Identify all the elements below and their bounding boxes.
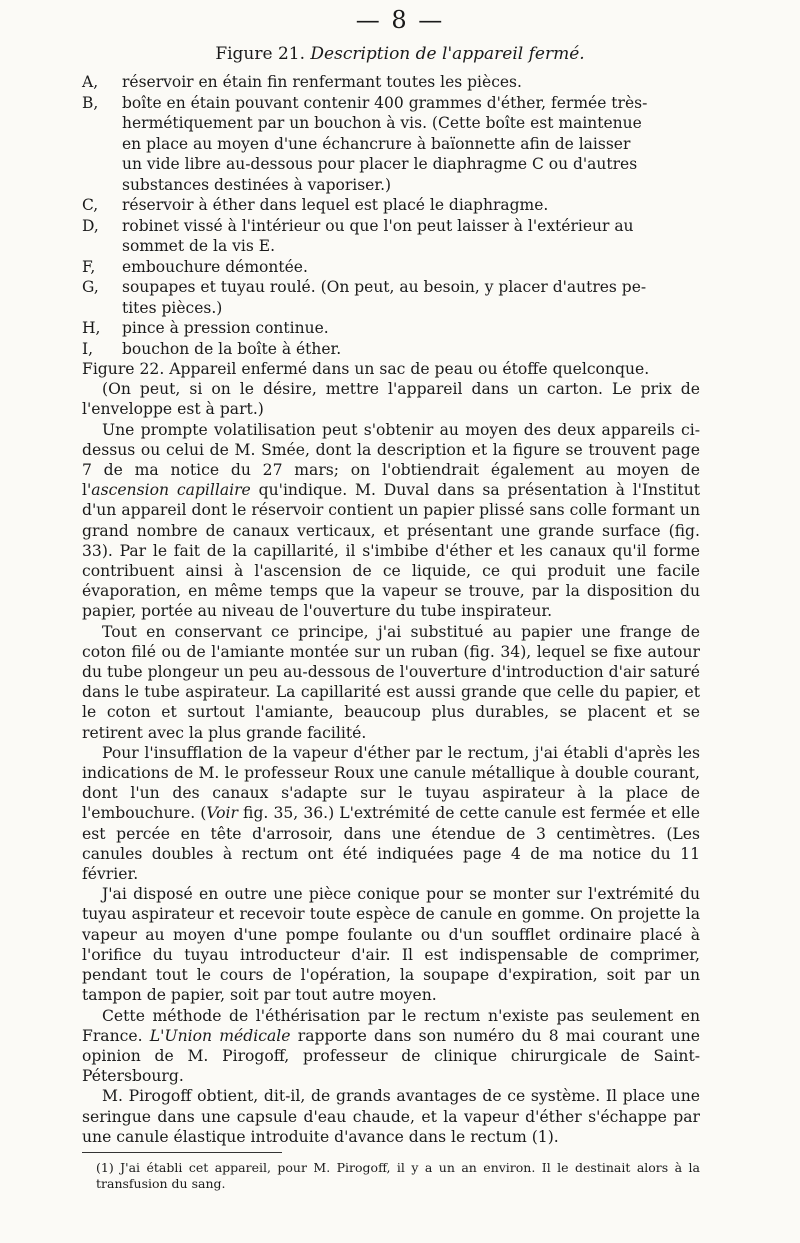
legend-row bbox=[82, 195, 702, 216]
paragraph-rectum: Pour l'insufflation de la vapeur d'éther par le rectum, j'ai établi d'après les indications de M. le professeur Roux une canule métallique à double courant, dont l'un des canaux s'adapte sur le tuyau aspirateur à la place de l'embouchure. (Voir fig. 35, 36.) L'extrémité de cette canule est fermée et elle est percée en tête d'arrosoir, dans une étendue de 3 centimètres. (Les canules doubles à rectum ont été indiquées page 4 de ma notice du 11 février. bbox=[82, 743, 700, 884]
legend-letter bbox=[82, 298, 122, 319]
legend-letter: D, bbox=[82, 216, 99, 235]
paragraph-coton: Tout en conservant ce principe, j'ai substitué au papier une frange de coton filé ou de l'amiante montée sur un ruban (fig. 34), lequel se fixe autour du tube plongeur un peu au-dessous de l'ouverture d'introduction d'air saturé dans le tube aspirateur. La capillarité est aussi grande que celle du papier, et le coton et surtout l'amiante, beaucoup plus durables, se placent et se retirent avec la plus grande facilité. bbox=[82, 622, 700, 742]
legend-text: soupapes et tuyau roulé. (On peut, au besoin, y placer d'autres pe- bbox=[122, 278, 647, 296]
body-text bbox=[82, 359, 700, 1147]
figure-caption bbox=[0, 44, 800, 64]
paragraph-volatilisation: Une prompte volatilisation peut s'obtenir au moyen des deux appareils ci-dessus ou celui de M. Smée, dont la description et la figure se trouvent page 7 de ma notice du 27 mars; on l'obtiendrait également au moyen de l'ascension capillaire qu'indique. M. Duval dans sa présentation à l'Institut d'un appareil dont le réservoir contient un papier plissé sans colle formant un grand nombre de canaux verticaux, et présentant une grande surface (fig. 33). Par le fait de la capillarité, il s'imbibe d'éther et les canaux qu'il forme contribuent ainsi à l'ascension de ce liquide, ce qui produit une facile évaporation, en même temps que la vapeur se trouve, par la disposition du papier, portée au niveau de l'ouverture du tube inspirateur. bbox=[82, 420, 701, 621]
legend-text: substances destinées à vaporiser.) bbox=[122, 175, 392, 194]
legend-row bbox=[82, 257, 702, 278]
legend-text: embouchure démontée. bbox=[122, 257, 308, 276]
legend-letter bbox=[82, 175, 122, 196]
legend-text: tites pièces.) bbox=[122, 298, 223, 317]
legend-letter: A, bbox=[82, 73, 99, 91]
legend-letter: G, bbox=[82, 278, 99, 296]
legend-text: boîte en étain pouvant contenir 400 grammes d'éther, fermée très- bbox=[122, 93, 648, 112]
legend-row bbox=[82, 298, 702, 319]
legend-row bbox=[82, 134, 702, 155]
legend-text: réservoir à éther dans lequel est placé le diaphragme. bbox=[122, 196, 549, 214]
legend-row bbox=[82, 216, 702, 237]
figure-legend bbox=[82, 72, 702, 359]
legend-row bbox=[82, 113, 702, 134]
legend-text: un vide libre au-dessous pour placer le diaphragme C ou d'autres bbox=[122, 155, 638, 173]
legend-row bbox=[82, 93, 702, 114]
legend-text: pince à pression continue. bbox=[122, 319, 329, 337]
caption-label: Figure 21. bbox=[215, 44, 306, 64]
legend-text: bouchon de la boîte à éther. bbox=[122, 339, 342, 358]
figure-22-line: Figure 22. Appareil enfermé dans un sac de peau ou étoffe quelconque. bbox=[82, 360, 650, 378]
legend-letter bbox=[82, 154, 122, 175]
legend-row bbox=[82, 318, 702, 339]
legend-row bbox=[82, 339, 702, 360]
caption-title: Description de l'appareil fermé. bbox=[310, 44, 585, 64]
legend-row bbox=[82, 154, 702, 175]
legend-letter: F, bbox=[82, 257, 96, 276]
legend-text: réservoir en étain fin renfermant toutes les pièces. bbox=[122, 73, 522, 91]
legend-letter bbox=[82, 113, 122, 134]
envelope-note: (On peut, si on le désire, mettre l'appareil dans un carton. Le prix de l'enveloppe est à part.) bbox=[82, 380, 700, 419]
legend-letter: B, bbox=[82, 93, 99, 112]
paragraph-methode: Cette méthode de l'éthérisation par le rectum n'existe pas seulement en France. L'Union médicale rapporte dans son numéro du 8 mai courant une opinion de M. Pirogoff, professeur de clinique chirurgicale de Saint-Pétersbourg. bbox=[82, 1006, 700, 1086]
legend-letter bbox=[82, 134, 122, 155]
legend-letter bbox=[82, 236, 122, 257]
legend-letter: C, bbox=[82, 196, 99, 214]
legend-text: sommet de la vis E. bbox=[122, 237, 275, 255]
legend-row bbox=[82, 277, 702, 298]
legend-row bbox=[82, 72, 702, 93]
page-number: — 8 — bbox=[355, 6, 445, 34]
footnote: (1) J'ai établi cet appareil, pour M. Pirogoff, il y a un an environ. Il le destinait alors à la transfusion du sang. bbox=[96, 1160, 700, 1191]
paragraph-piece-conique: J'ai disposé en outre une pièce conique pour se monter sur l'extrémité du tuyau aspirateur et recevoir toute espèce de canule en gomme. On projette la vapeur au moyen d'une pompe foulante ou d'un soufflet ordinaire placé à l'orifice du tuyau introducteur d'air. Il est indispensable de comprimer, pendant tout le cours de l'opération, la soupape d'expiration, soit par un tampon de papier, soit par tout autre moyen. bbox=[82, 885, 700, 1005]
legend-letter: H, bbox=[82, 319, 101, 337]
paragraph-pirogoff: M. Pirogoff obtient, dit-il, de grands avantages de ce système. Il place une seringue dans une capsule d'eau chaude, et la vapeur d'éther s'échappe par une canule élastique introduite d'avance dans le rectum (1). bbox=[82, 1087, 700, 1146]
legend-row bbox=[82, 175, 702, 196]
legend-text: robinet vissé à l'intérieur ou que l'on peut laisser à l'extérieur au bbox=[122, 216, 634, 235]
footnote-rule bbox=[82, 1152, 282, 1153]
legend-text: hermétiquement par un bouchon à vis. (Cette boîte est maintenue bbox=[122, 114, 642, 132]
legend-letter: I, bbox=[82, 339, 94, 358]
legend-row bbox=[82, 236, 702, 257]
legend-text: en place au moyen d'une échancrure à baïonnette afin de laisser bbox=[122, 134, 631, 153]
